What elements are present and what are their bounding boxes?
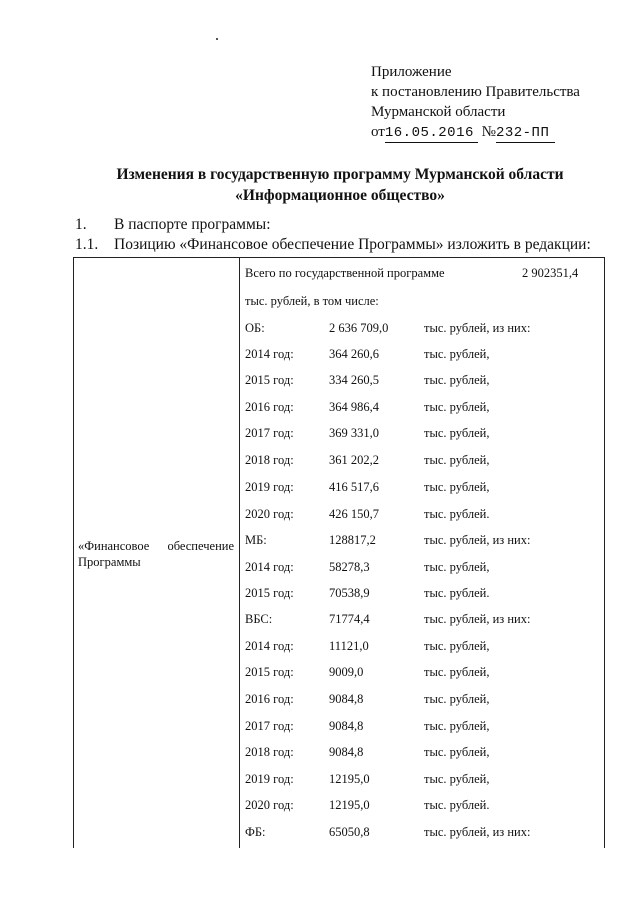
row-value: 12195,0 — [329, 772, 370, 786]
appendix-number: 232-ПП — [496, 125, 555, 143]
appendix-date-line — [371, 122, 611, 143]
row-unit: тыс. рублей. — [424, 507, 490, 521]
table-column-divider — [239, 257, 240, 848]
table-label-cell — [78, 538, 234, 570]
total-value: 2 902351,4 — [522, 266, 579, 280]
row-label: 2018 год: — [245, 453, 294, 467]
row-unit: тыс. рублей, — [424, 400, 490, 414]
document-title-line-1: Изменения в государственную программу Мурманской области — [116, 166, 564, 183]
row-value: 334 260,5 — [329, 373, 379, 387]
row-unit: тыс. рублей, из них: — [424, 825, 531, 839]
list-item-text: В паспорте программы: — [114, 216, 271, 233]
row-label: 2020 год: — [245, 798, 294, 812]
appendix-ot: от — [371, 124, 385, 140]
row-unit: тыс. рублей, — [424, 665, 490, 679]
row-value: 9084,8 — [329, 745, 364, 759]
scan-speck — [216, 38, 218, 40]
row-unit: тыс. рублей, — [424, 639, 490, 653]
row-unit: тыс. рублей, — [424, 772, 490, 786]
row-label: 2014 год: — [245, 639, 294, 653]
row-value: 12195,0 — [329, 798, 370, 812]
row-unit: тыс. рублей, — [424, 560, 490, 574]
row-value: 9084,8 — [329, 692, 364, 706]
row-label: 2020 год: — [245, 507, 294, 521]
list-item-number: 1. — [75, 216, 87, 233]
row-unit: тыс. рублей. — [424, 586, 490, 600]
row-value: 71774,4 — [329, 612, 370, 626]
appendix-date: 16.05.2016 — [385, 125, 478, 143]
row-label: 2014 год: — [245, 560, 294, 574]
row-label: 2019 год: — [245, 772, 294, 786]
row-value: 416 517,6 — [329, 480, 379, 494]
total-label: Всего по государственной программе — [245, 266, 445, 280]
row-unit: тыс. рублей, — [424, 480, 490, 494]
row-unit: тыс. рублей, — [424, 373, 490, 387]
row-label: 2019 год: — [245, 480, 294, 494]
row-value: 361 202,2 — [329, 453, 379, 467]
row-value: 364 986,4 — [329, 400, 379, 414]
row-label: ВБС: — [245, 612, 273, 626]
row-unit: тыс. рублей, — [424, 453, 490, 467]
list-item-text: Позицию «Финансовое обеспечение Программы» изложить в редакции: — [114, 236, 591, 253]
appendix-line-3: Мурманской области — [371, 104, 506, 120]
row-value: 128817,2 — [329, 533, 376, 547]
row-unit: тыс. рублей, из них: — [424, 321, 531, 335]
row-value: 11121,0 — [329, 639, 369, 653]
row-label: 2016 год: — [245, 692, 294, 706]
list-item — [75, 215, 271, 235]
appendix-line-2: к постановлению Правительства — [371, 84, 580, 100]
row-label: 2016 год: — [245, 400, 294, 414]
row-value: 426 150,7 — [329, 507, 379, 521]
row-value: 2 636 709,0 — [329, 321, 389, 335]
row-value: 9009,0 — [329, 665, 364, 679]
row-label: 2017 год: — [245, 426, 294, 440]
appendix-block — [371, 62, 611, 143]
list-item-number: 1.1. — [75, 236, 99, 253]
row-label: 2015 год: — [245, 373, 294, 387]
row-label: 2015 год: — [245, 665, 294, 679]
total-subtitle: тыс. рублей, в том числе: — [245, 294, 379, 308]
row-unit: тыс. рублей, из них: — [424, 533, 531, 547]
list-item — [75, 235, 591, 255]
row-label: 2017 год: — [245, 719, 294, 733]
row-unit: тыс. рублей, из них: — [424, 612, 531, 626]
row-value: 65050,8 — [329, 825, 370, 839]
row-label: 2015 год: — [245, 586, 294, 600]
row-unit: тыс. рублей, — [424, 692, 490, 706]
row-unit: тыс. рублей. — [424, 798, 490, 812]
label-word: «Финансовое — [78, 539, 150, 553]
row-unit: тыс. рублей, — [424, 745, 490, 759]
row-unit: тыс. рублей, — [424, 347, 490, 361]
label-first-line — [78, 538, 234, 554]
row-value: 369 331,0 — [329, 426, 379, 440]
row-value: 9084,8 — [329, 719, 364, 733]
row-value: 58278,3 — [329, 560, 370, 574]
row-label: 2018 год: — [245, 745, 294, 759]
row-label: ФБ: — [245, 825, 266, 839]
appendix-line-1: Приложение — [371, 64, 452, 80]
row-unit: тыс. рублей, — [424, 719, 490, 733]
row-value: 70538,9 — [329, 586, 370, 600]
row-label: 2014 год: — [245, 347, 294, 361]
label-second-line: Программы — [78, 555, 141, 569]
document-title-line-2: «Информационное общество» — [235, 187, 445, 204]
appendix-number-sign: № — [481, 124, 496, 140]
row-label: МБ: — [245, 533, 267, 547]
label-word: обеспечение — [167, 539, 234, 553]
row-value: 364 260,6 — [329, 347, 379, 361]
row-unit: тыс. рублей, — [424, 426, 490, 440]
row-label: ОБ: — [245, 321, 265, 335]
